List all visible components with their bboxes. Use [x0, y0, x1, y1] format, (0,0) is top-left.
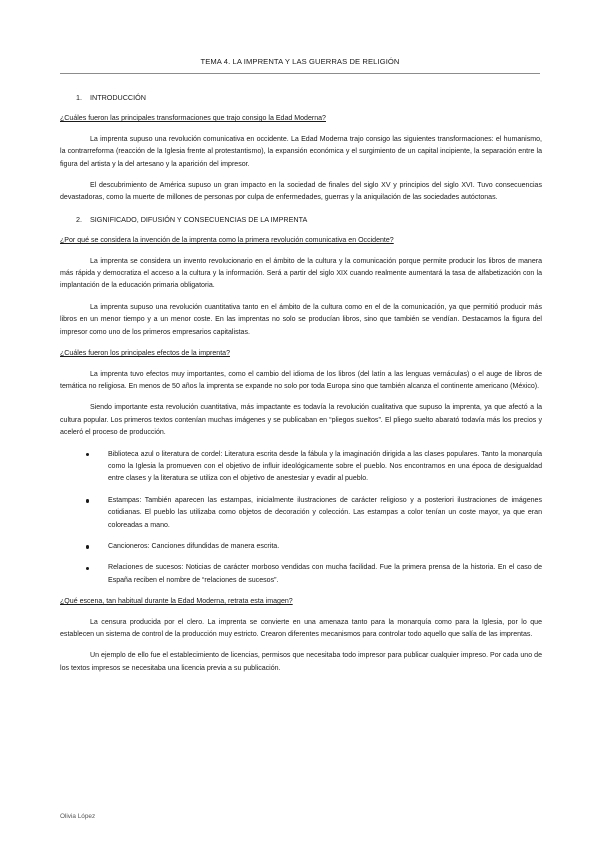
- list-item-text: Biblioteca azul o literatura de cordel: Literatura escrita desde la fábula y la imaginación dirigida a las clases populares. Tanto la monarquía como la Iglesia la promueven con el objetivo de influir ideológicamente sobre el pueblo. Nos encontramos en una época de desigualdad entre clases y la literatura se utiliza con el objetivo de anestesiar y evadir al pueblo.: [108, 450, 542, 483]
- section-title: INTRODUCCIÓN: [90, 93, 146, 102]
- paragraph: La censura producida por el clero. La imprenta se convierte en una amenaza tanto para la monarquía como para la Iglesia, por lo que establecen un sistema de control de la producción muy estricto. Crearon diferentes mecanismos para controlar todo aquello que salía de las imprentas.: [60, 618, 542, 638]
- document-body: [60, 92, 542, 684]
- bullet-icon: [86, 545, 89, 548]
- list-item: [108, 541, 542, 553]
- section-heading-introduccion: [76, 92, 542, 104]
- section-title: SIGNIFICADO, DIFUSIÓN Y CONSECUENCIAS DE LA IMPRENTA: [90, 214, 308, 224]
- title-divider: [60, 73, 540, 74]
- footer-author: Olivia López: [60, 813, 96, 820]
- bullet-icon: [86, 453, 89, 456]
- question-efectos-imprenta: ¿Cuáles fueron los principales efectos de la imprenta?: [60, 350, 230, 358]
- paragraph: Un ejemplo de ello fue el establecimiento de licencias, permisos que necesitaba todo impresor para publicar cualquier impreso. Por cada uno de los textos impresos se necesitaba una licencia previa a su publicación.: [60, 652, 542, 672]
- paragraph: La imprenta supuso una revolución cuantitativa tanto en el ámbito de la cultura como en el de la comunicación, ya que permitió producir más libros en un menor tiempo y a un menor coste. En las imprentas no solo se producían libros, sino que también se vendían. Destacamos la figura del impresor como uno de los primeros empresarios capitalistas.: [60, 303, 542, 336]
- question-transformaciones: ¿Cuáles fueron las principales transformaciones que trajo consigo la Edad Moderna?: [60, 115, 326, 123]
- paragraph: El descubrimiento de América supuso un gran impacto en la sociedad de finales del siglo XV y principios del siglo XVI. Tuvo consecuencias devastadoras, como la muerte de millones de personas por culpa de enfermedades, guerras y la aniquilación de las sociedades autóctonas.: [60, 182, 542, 202]
- section-heading-significado: [76, 214, 542, 226]
- bullet-icon: [86, 567, 89, 570]
- list-item-text: Estampas: También aparecen las estampas, inicialmente ilustraciones de carácter religioso y a posteriori ilustraciones de imágenes cotidianas. El pueblo las utilizaba como objetos de decoración y colección. Las estampas a color tenían un coste mayor, ya que eran coloreadas a mano.: [108, 496, 542, 529]
- paragraph: La imprenta supuso una revolución comunicativa en occidente. La Edad Moderna trajo consigo las siguientes transformaciones: el humanismo, la contrarreforma (reacción de la Iglesia frente al protestantismo), la expansión económica y el surgimiento de un capital incipiente, la separación entre la figura del artista y la del artesano y la aparición del impresor.: [60, 135, 542, 168]
- list-item-text: Relaciones de sucesos: Noticias de carácter morboso vendidas con mucha facilidad. Fue la primera prensa de la historia. En el caso de España reciben el nombre de “relaciones de sucesos”.: [108, 564, 542, 584]
- list-item: [108, 449, 542, 486]
- bullet-list: [60, 449, 542, 588]
- question-invencion-imprenta: ¿Por qué se considera la invención de la imprenta como la primera revolución comunicativa en Occidente?: [60, 237, 394, 245]
- section-number: 2.: [76, 214, 82, 224]
- paragraph: Siendo importante esta revolución cuantitativa, más impactante es todavía la revolución cualitativa que supuso la imprenta, ya que afectó a la cultura popular. Los primeros textos contenían muchas imágenes y se publicaban en “pliegos sueltos”. El pliego suelto abarató todavía más los precios y aceleró el proceso de producción.: [60, 404, 542, 437]
- paragraph: La imprenta se considera un invento revolucionario en el ámbito de la cultura y la comunicación porque permite producir los libros de manera más rápida y democratiza el acceso a la cultura y la información. Será a partir del siglo XIX cuando realmente aumentará la tasa de alfabetización con la implantación de la educación primaria obligatoria.: [60, 257, 542, 290]
- document-title: TEMA 4. LA IMPRENTA Y LAS GUERRAS DE RELIGIÓN: [200, 57, 400, 66]
- bullet-icon: [86, 499, 89, 502]
- list-item: [108, 562, 542, 587]
- paragraph: La imprenta tuvo efectos muy importantes, como el cambio del idioma de los libros (del latín a las lenguas vernáculas) o el auge de libros de temática no religiosa. En menos de 50 años la imprenta se expande no solo por toda Europa sino que también alcanza el continente americano (México).: [60, 370, 542, 390]
- list-item: [108, 495, 542, 532]
- section-number: 1.: [76, 93, 82, 102]
- question-escena-imagen: ¿Qué escena, tan habitual durante la Edad Moderna, retrata esta imagen?: [60, 598, 293, 606]
- list-item-text: Cancioneros: Canciones difundidas de manera escrita.: [108, 542, 280, 550]
